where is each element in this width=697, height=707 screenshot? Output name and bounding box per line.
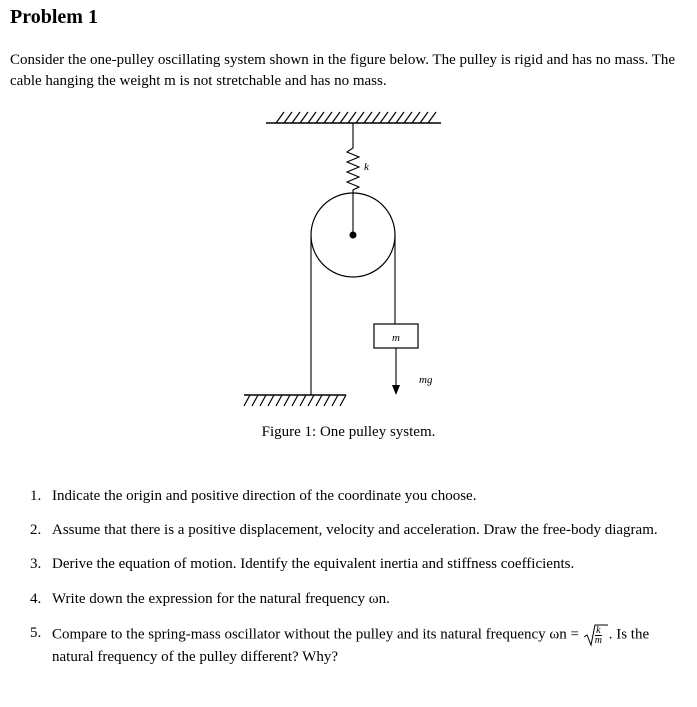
sqrt-expression <box>583 623 609 647</box>
force-label: mg <box>419 374 433 386</box>
question-list <box>10 478 680 667</box>
mass-label: m <box>392 332 400 344</box>
item-number: 1. <box>30 488 42 504</box>
pulley-diagram <box>236 108 446 413</box>
item-text-continued: . Is the natural frequency of the pulley different? Why? <box>52 626 650 665</box>
list-item <box>10 520 680 540</box>
item-text: Write down the expression for the natural frequency ωn. <box>52 591 390 607</box>
pulley-figure <box>236 108 446 413</box>
list-item <box>10 554 680 574</box>
item-text: Compare to the spring-mass oscillator without the pulley and its natural frequency ωn = <box>52 626 579 643</box>
item-number: 5. <box>30 625 42 641</box>
item-number: 3. <box>30 556 42 572</box>
item-text: Assume that there is a positive displacement, velocity and acceleration. Draw the free-body diagram. <box>52 522 658 538</box>
fraction-denominator: m <box>594 634 602 646</box>
ceiling-hatch <box>276 112 436 123</box>
figure-caption: Figure 1: One pulley system. <box>261 424 436 440</box>
fraction-numerator: k <box>596 624 601 636</box>
list-item <box>10 486 680 506</box>
item-number: 2. <box>30 522 42 538</box>
force-arrow-head <box>392 385 400 395</box>
list-item <box>10 589 680 609</box>
problem-intro: Consider the one-pulley oscillating system shown in the figure below. The pulley is rigid and has no mass. The cable hanging the weight m is not stretchable and has no mass. <box>10 52 676 89</box>
spring-label: k <box>364 161 369 173</box>
ground-hatch <box>244 395 346 406</box>
item-text: Indicate the origin and positive direction of the coordinate you choose. <box>52 488 477 504</box>
problem-title: Problem 1 <box>10 6 98 28</box>
spring <box>347 123 359 198</box>
item-text: Derive the equation of motion. Identify the equivalent inertia and stiffness coefficients. <box>52 556 575 572</box>
item-number: 4. <box>30 591 42 607</box>
pulley-center <box>350 232 357 239</box>
list-item <box>10 623 680 667</box>
